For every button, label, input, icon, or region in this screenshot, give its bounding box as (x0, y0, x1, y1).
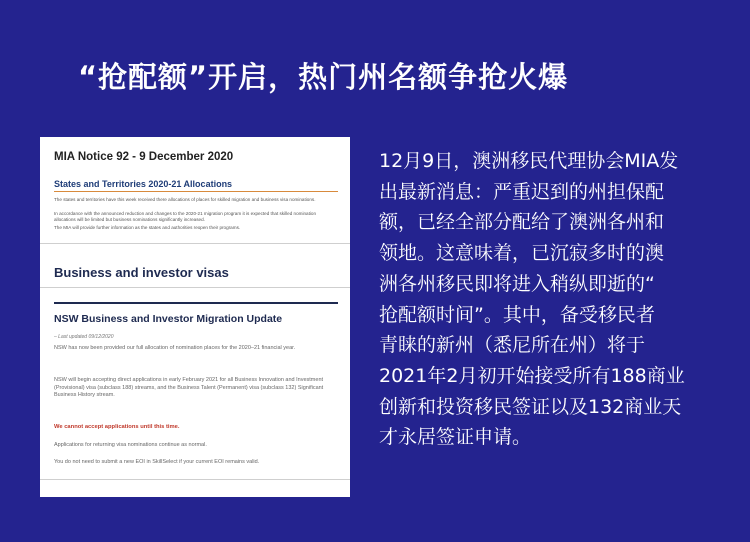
divider (40, 243, 350, 244)
warning-line: We cannot accept applications until this time. (54, 424, 180, 430)
body-line: 额，已经全部分配给了澳洲各州和 (379, 211, 665, 234)
body-line: 洲各州移民即将进入稍纵即逝的“ (379, 272, 655, 295)
headline: “抢配额”开启，热门州名额争抢火爆 (78, 60, 569, 94)
body-line: 创新和投资移民签证以及132商业天 (379, 395, 682, 418)
notice-paragraph: The MIA will provide further information as the states and authorities reopen their programs. (54, 225, 241, 230)
body-line: 领地。这意味着，已沉寂多时的澳 (379, 242, 665, 265)
divider (40, 479, 350, 480)
section-title: States and Territories 2020-21 Allocations (54, 179, 233, 189)
nsw-paragraph: NSW has now been provided our full allocation of nomination places for the 2020–21 financial year. (54, 345, 296, 351)
notice-paragraph: The states and territories have this week received there allocations of places for skilled migration and business visa nominations. (54, 197, 316, 202)
divider (54, 191, 338, 192)
notice-title: MIA Notice 92 - 9 December 2020 (54, 151, 234, 163)
body-line: 才永居签证申请。 (379, 426, 532, 449)
business-visas-heading: Business and investor visas (54, 265, 229, 280)
notice-paragraph: In accordance with the announced reduction and changes to the 2020-21 migration program it is expected that skilled nomination allocations will be limited but business nominations significantly increased. (54, 211, 317, 222)
divider (54, 302, 338, 304)
nsw-paragraph: You do not need to submit a new EOI in SkillSelect if your current EOI remains valid. (54, 459, 260, 465)
nsw-paragraph: NSW will begin accepting direct applications in early February 2021 for all Business Innovation and Investment (Provisional) visa (subclass 188) streams, and the Business Talent (Permanent) visa (subclass 132) Significant Business History stream. (54, 377, 324, 398)
nsw-update-heading: NSW Business and Investor Migration Update (54, 313, 283, 325)
body-line: 抢配额时间”。其中，备受移民者 (379, 303, 655, 326)
last-updated: – Last updated 09/12/2020 (54, 334, 114, 340)
body-line: 2021年2月初开始接受所有188商业 (379, 364, 685, 387)
divider (40, 287, 350, 288)
body-line: 12月9日，澳洲移民代理协会MIA发 (379, 150, 679, 172)
body-line: 出最新消息：严重迟到的州担保配 (379, 180, 665, 203)
nsw-paragraph: Applications for returning visa nominations continue as normal. (54, 442, 207, 448)
article-body (379, 146, 717, 453)
body-line: 青睐的新州（悉尼所在州）将于 (379, 334, 646, 357)
mia-notice-screenshot (40, 137, 350, 497)
